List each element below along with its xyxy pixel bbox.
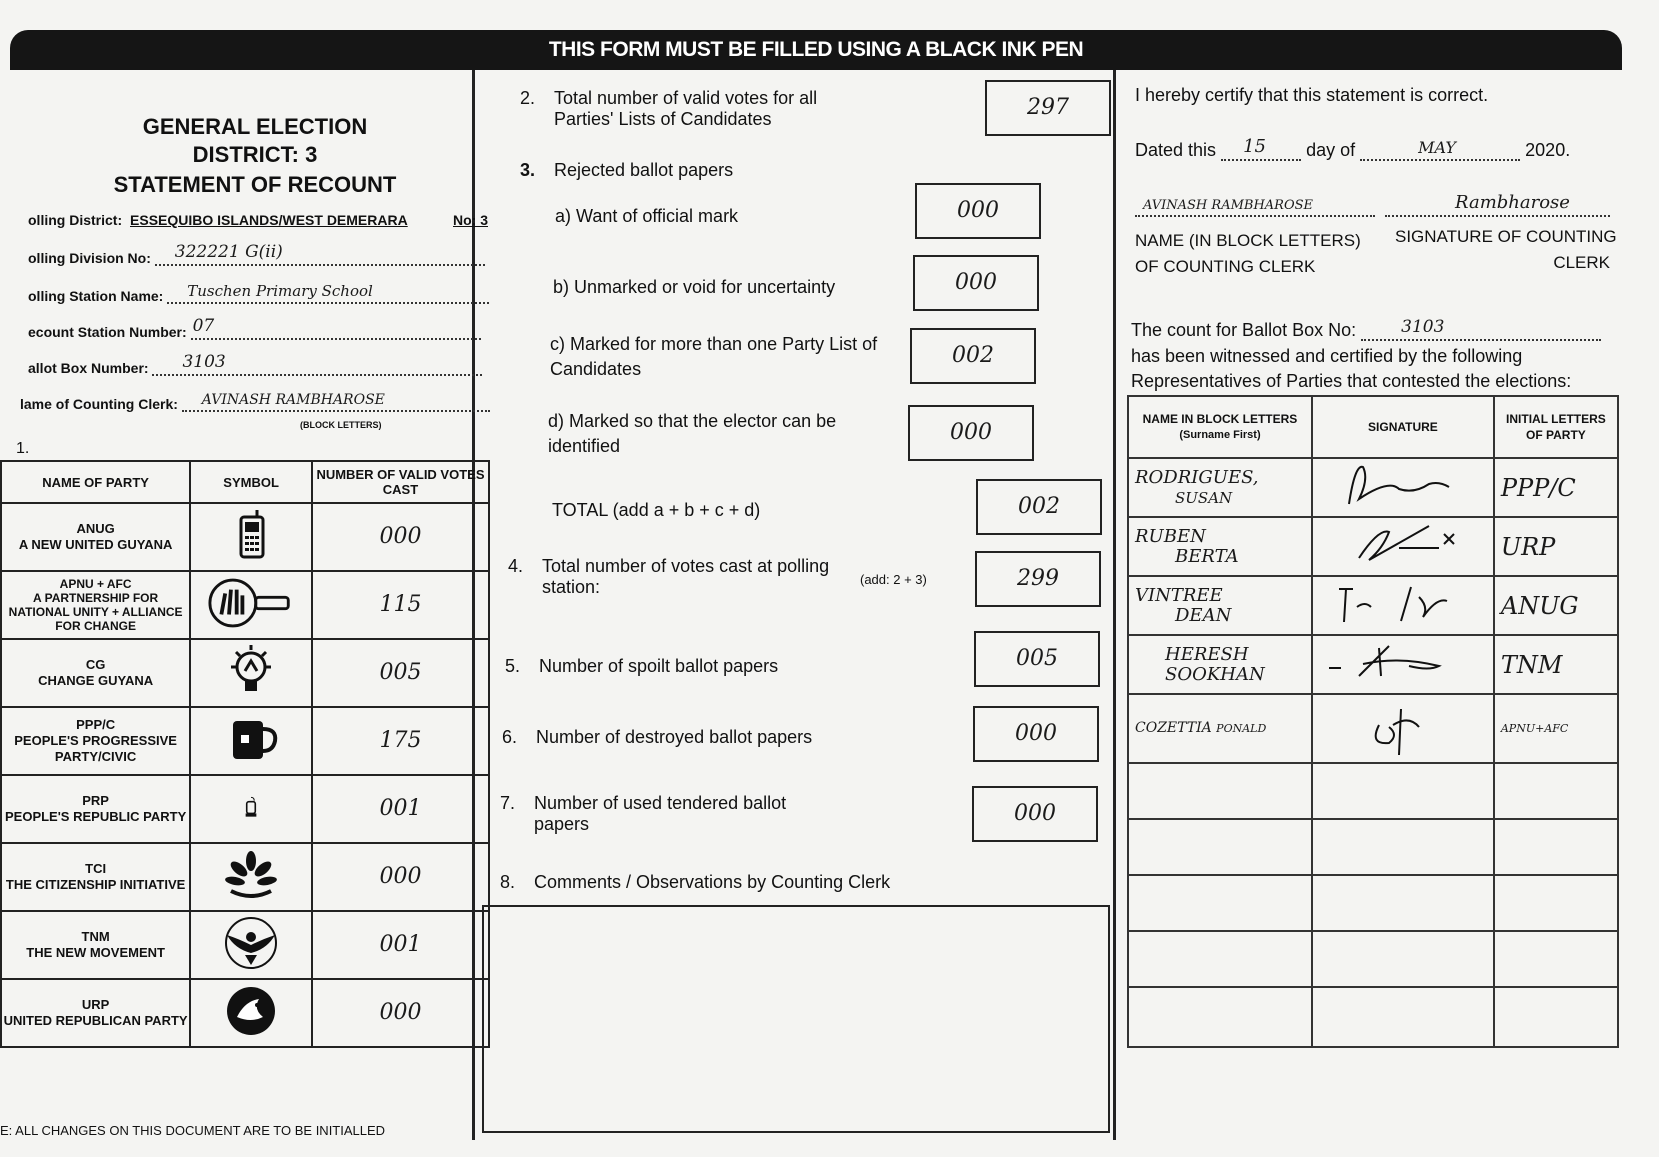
clerk-name-line (1135, 195, 1375, 217)
signature-mark (1319, 459, 1489, 509)
q5-number: 5. (505, 656, 521, 676)
total-label: TOTAL (add a + b + c + d) (552, 500, 761, 520)
rep-party-cell[interactable] (1494, 819, 1618, 875)
recount-station-label: ecount Station Number: (28, 324, 187, 340)
table-row (1, 707, 489, 775)
dated-day-value[interactable]: 15 (1243, 136, 1266, 157)
rep-party-cell[interactable]: ANUG (1494, 576, 1618, 635)
rep-name-cell[interactable] (1128, 819, 1312, 875)
qa-value-box[interactable]: 000 (915, 183, 1041, 239)
q5-row (505, 656, 778, 677)
party-name-cell (1, 639, 190, 707)
form-title-2: DISTRICT: 3 (192, 142, 318, 167)
party-abbr: PPP/C (76, 717, 116, 732)
dated-this-label: Dated this (1135, 140, 1217, 160)
q4-row (508, 556, 829, 598)
table-row (1128, 576, 1618, 635)
symbol-cell (190, 843, 312, 911)
signature-mark (1319, 577, 1489, 627)
count-ballot-row (1131, 317, 1601, 341)
party-name-cell (1, 503, 190, 571)
table-row (1, 843, 489, 911)
polling-division-label: olling Division No: (28, 250, 151, 266)
party-abbr: URP (81, 997, 110, 1012)
clerk-signature-label (1395, 224, 1617, 276)
table-row (1, 979, 489, 1047)
total-value-box[interactable]: 002 (976, 479, 1102, 535)
party-abbr: PRP (82, 793, 109, 808)
party-table-header (1, 461, 489, 503)
qb-label: b) Unmarked or void for uncertainty (553, 277, 836, 297)
rep-party-cell[interactable]: PPP/C (1494, 458, 1618, 517)
clerk-name-label-a: NAME (IN BLOCK LETTERS) (1135, 231, 1361, 250)
col-rep-name: NAME IN BLOCK LETTERS (Surname First) (1128, 396, 1312, 458)
table-row (1128, 635, 1618, 694)
qd-label-b: identified (548, 436, 621, 456)
q3-row (520, 160, 733, 181)
rep-signature-cell[interactable] (1312, 694, 1494, 763)
table-row (1, 571, 489, 639)
section-1-number: 1. (16, 440, 30, 457)
count-ballot-label: The count for Ballot Box No: (1131, 320, 1357, 340)
table-row (1128, 875, 1618, 931)
polling-division-value[interactable]: 322221 G(ii) (174, 242, 283, 262)
polling-station-label: olling Station Name: (28, 288, 164, 304)
table-row (1128, 694, 1618, 763)
rep-signature-cell[interactable] (1312, 635, 1494, 694)
rep-name-cell[interactable] (1128, 987, 1312, 1047)
party-reps-table (1127, 395, 1619, 1048)
party-name-cell (1, 911, 190, 979)
table-row (1128, 763, 1618, 819)
qc-row (550, 334, 877, 380)
q8-label: Comments / Observations by Counting Clerk (534, 872, 891, 892)
polling-district-label: olling District: (28, 212, 123, 228)
symbol-cell (190, 979, 312, 1047)
q2-label-a: Total number of valid votes for all (554, 88, 818, 108)
party-full-name: A PARTNERSHIP FOR NATIONAL UNITY + ALLIANCE FOR CHANGE (8, 591, 183, 633)
rep-signature-cell[interactable] (1312, 458, 1494, 517)
symbol-cell (190, 911, 312, 979)
q6-value-box[interactable]: 000 (973, 706, 1099, 762)
qd-value-box[interactable]: 000 (908, 405, 1034, 461)
recount-station-row (28, 316, 481, 340)
rep-signature-cell[interactable] (1312, 875, 1494, 931)
q8-row (500, 872, 890, 893)
rep-name-cell[interactable]: RUBEN BERTA (1128, 517, 1312, 576)
party-full-name: THE NEW MOVEMENT (26, 945, 165, 960)
cup-icon (223, 711, 279, 767)
clerk-name-label (1135, 228, 1361, 280)
q7-number: 7. (500, 793, 516, 813)
party-abbr: APNU + AFC (59, 577, 132, 591)
counting-clerk-label: lame of Counting Clerk: (20, 396, 178, 412)
rep-signature-cell[interactable] (1312, 763, 1494, 819)
q3-label: Rejected ballot papers (554, 160, 734, 180)
rep-party-cell[interactable] (1494, 763, 1618, 819)
ballot-box-row (28, 352, 482, 376)
party-votes-table (0, 460, 490, 1048)
signature-mark (1319, 695, 1489, 755)
q6-row (502, 727, 812, 748)
ballot-box-label: allot Box Number: (28, 360, 149, 376)
rep-signature-cell[interactable] (1312, 576, 1494, 635)
q8-number: 8. (500, 872, 516, 892)
recount-station-value[interactable]: 07 (192, 316, 215, 336)
q5-label: Number of spoilt ballot papers (539, 656, 779, 676)
table-row (1128, 517, 1618, 576)
party-full-name: CHANGE GUYANA (38, 673, 154, 688)
rep-signature-cell[interactable] (1312, 931, 1494, 987)
clerk-signature-value[interactable]: Rambharose (1455, 192, 1570, 213)
q7-label-a: Number of used tendered ballot (534, 793, 787, 813)
qc-value-box[interactable]: 002 (910, 328, 1036, 384)
ballot-box-value[interactable]: 3103 (182, 352, 226, 372)
witness-text-a: has been witnessed and certified by the following (1131, 346, 1523, 366)
rep-signature-cell[interactable] (1312, 987, 1494, 1047)
party-name-cell (1, 979, 190, 1047)
clerk-name-label-b: OF COUNTING CLERK (1135, 257, 1316, 276)
bird-icon (223, 983, 279, 1039)
rep-party-cell[interactable] (1494, 931, 1618, 987)
rep-name-cell[interactable] (1128, 875, 1312, 931)
rep-name-cell[interactable]: VINTREE DEAN (1128, 576, 1312, 635)
q2-value-box[interactable]: 297 (985, 80, 1111, 136)
table-row (1, 503, 489, 571)
q6-number: 6. (502, 727, 518, 747)
symbol-cell (190, 571, 312, 639)
polling-district-no: No: 3 (453, 212, 488, 228)
polling-station-row (28, 282, 489, 304)
q7-row (500, 793, 786, 835)
rep-party-cell[interactable]: TNM (1494, 635, 1618, 694)
lantern-icon (236, 779, 266, 835)
rep-party-cell[interactable] (1494, 875, 1618, 931)
qa-label: a) Want of official mark (555, 206, 739, 226)
certify-statement: I hereby certify that this statement is correct. (1135, 85, 1489, 105)
form-title-1: GENERAL ELECTION (142, 114, 368, 139)
votes-cell[interactable]: 000 (312, 979, 489, 1047)
flower-icon (223, 847, 279, 903)
signature-mark (1319, 636, 1489, 686)
q2-label-b: Parties' Lists of Candidates (554, 109, 772, 129)
symbol-cell (190, 639, 312, 707)
block-letters-note: (BLOCK LETTERS) (300, 420, 382, 430)
party-full-name: UNITED REPUBLICAN PARTY (3, 1013, 188, 1028)
q2-number: 2. (520, 88, 536, 108)
clerk-name-value[interactable]: AVINASH RAMBHAROSE (1143, 198, 1314, 213)
table-row (1, 775, 489, 843)
table-row (1, 639, 489, 707)
votes-cell[interactable]: 001 (312, 775, 489, 843)
rep-party-cell[interactable]: APNU+AFC (1494, 694, 1618, 763)
phone-icon (223, 507, 279, 563)
form-title-3: STATEMENT OF RECOUNT (113, 172, 397, 197)
qd-label-a: d) Marked so that the elector can be (548, 411, 837, 431)
clerk-signature-label-a: SIGNATURE OF COUNTING (1395, 227, 1617, 246)
clerk-signature-label-b: CLERK (1553, 253, 1610, 272)
eagle-icon (223, 915, 279, 971)
reps-table-header (1128, 396, 1618, 458)
votes-cell[interactable]: 115 (312, 571, 489, 639)
witness-text-b: Representatives of Parties that contested the elections: (1131, 371, 1572, 391)
q4-label-b: station: (542, 577, 601, 597)
clerk-signature-line (1385, 192, 1610, 217)
form-banner: THIS FORM MUST BE FILLED USING A BLACK INK PEN (10, 30, 1622, 70)
qb-value-box[interactable]: 000 (913, 255, 1039, 311)
q7-label-b: papers (534, 814, 590, 834)
rep-name-cell[interactable] (1128, 931, 1312, 987)
party-full-name: THE CITIZENSHIP INITIATIVE (5, 877, 186, 892)
party-name-cell (1, 707, 190, 775)
qc-label-b: Candidates (550, 359, 642, 379)
polling-division-row (28, 242, 485, 266)
party-name-cell (1, 843, 190, 911)
count-ballot-value[interactable]: 3103 (1401, 317, 1445, 337)
counting-clerk-row (20, 394, 490, 412)
col-rep-initials: INITIAL LETTERS OF PARTY (1494, 396, 1618, 458)
col-rep-signature: SIGNATURE (1312, 396, 1494, 458)
counting-clerk-value[interactable]: AVINASH RAMBHAROSE (201, 392, 385, 408)
party-abbr: ANUG (76, 521, 115, 536)
hand-key-icon (208, 575, 294, 631)
q6-label: Number of destroyed ballot papers (536, 727, 813, 747)
dated-year: 2020. (1525, 140, 1571, 160)
party-abbr: TCI (85, 861, 107, 876)
party-abbr: CG (85, 657, 106, 672)
votes-cell[interactable]: 001 (312, 911, 489, 979)
table-row (1128, 819, 1618, 875)
rep-signature-cell[interactable] (1312, 517, 1494, 576)
bulb-icon (223, 643, 279, 699)
q5-value-box[interactable]: 005 (974, 631, 1100, 687)
party-full-name: A NEW UNITED GUYANA (18, 537, 173, 552)
q7-value-box[interactable]: 000 (972, 786, 1098, 842)
votes-cell[interactable]: 005 (312, 639, 489, 707)
qd-row (548, 411, 836, 457)
q4-hint: (add: 2 + 3) (860, 572, 927, 587)
rep-name-cell[interactable]: COZETTIA PONALD (1128, 694, 1312, 763)
day-of-label: day of (1306, 140, 1356, 160)
divider-right (1113, 70, 1116, 1140)
polling-station-value[interactable]: Tuschen Primary School (187, 282, 373, 300)
dated-row (1135, 136, 1571, 161)
col-votes: NUMBER OF VALID VOTES CAST (312, 461, 489, 503)
dated-month-value[interactable]: MAY (1418, 138, 1456, 157)
rep-party-cell[interactable] (1494, 987, 1618, 1047)
table-row (1, 911, 489, 979)
q3-number: 3. (520, 160, 536, 180)
q2-row (520, 88, 817, 130)
votes-cell[interactable]: 000 (312, 503, 489, 571)
party-full-name: PEOPLE'S REPUBLIC PARTY (4, 809, 187, 824)
signature-mark (1319, 518, 1489, 568)
col-party-name: NAME OF PARTY (1, 461, 190, 503)
footer-note: E: ALL CHANGES ON THIS DOCUMENT ARE TO BE INITIALLED (0, 1123, 386, 1138)
party-full-name: PEOPLE'S PROGRESSIVE PARTY/CIVIC (14, 733, 177, 764)
q4-value-box[interactable]: 299 (975, 551, 1101, 607)
q4-label-a: Total number of votes cast at polling (542, 556, 830, 576)
table-row (1128, 458, 1618, 517)
polling-district-value[interactable]: ESSEQUIBO ISLANDS/WEST DEMERARA (130, 212, 408, 228)
rep-name-cell[interactable] (1128, 763, 1312, 819)
comments-box[interactable] (482, 905, 1110, 1133)
table-row (1128, 987, 1618, 1047)
symbol-cell (190, 775, 312, 843)
qc-label-a: c) Marked for more than one Party List of (550, 334, 878, 354)
party-name-cell (1, 571, 190, 639)
party-name-cell (1, 775, 190, 843)
rep-name-cell[interactable]: HERESH SOOKHAN (1128, 635, 1312, 694)
votes-cell[interactable]: 175 (312, 707, 489, 775)
rep-party-cell[interactable]: URP (1494, 517, 1618, 576)
symbol-cell (190, 503, 312, 571)
q4-number: 4. (508, 556, 524, 576)
symbol-cell (190, 707, 312, 775)
rep-signature-cell[interactable] (1312, 819, 1494, 875)
col-symbol: SYMBOL (190, 461, 312, 503)
party-abbr: TNM (81, 929, 110, 944)
table-row (1128, 931, 1618, 987)
rep-name-cell[interactable]: RODRIGUES, SUSAN (1128, 458, 1312, 517)
votes-cell[interactable]: 000 (312, 843, 489, 911)
polling-district-row (28, 212, 488, 228)
